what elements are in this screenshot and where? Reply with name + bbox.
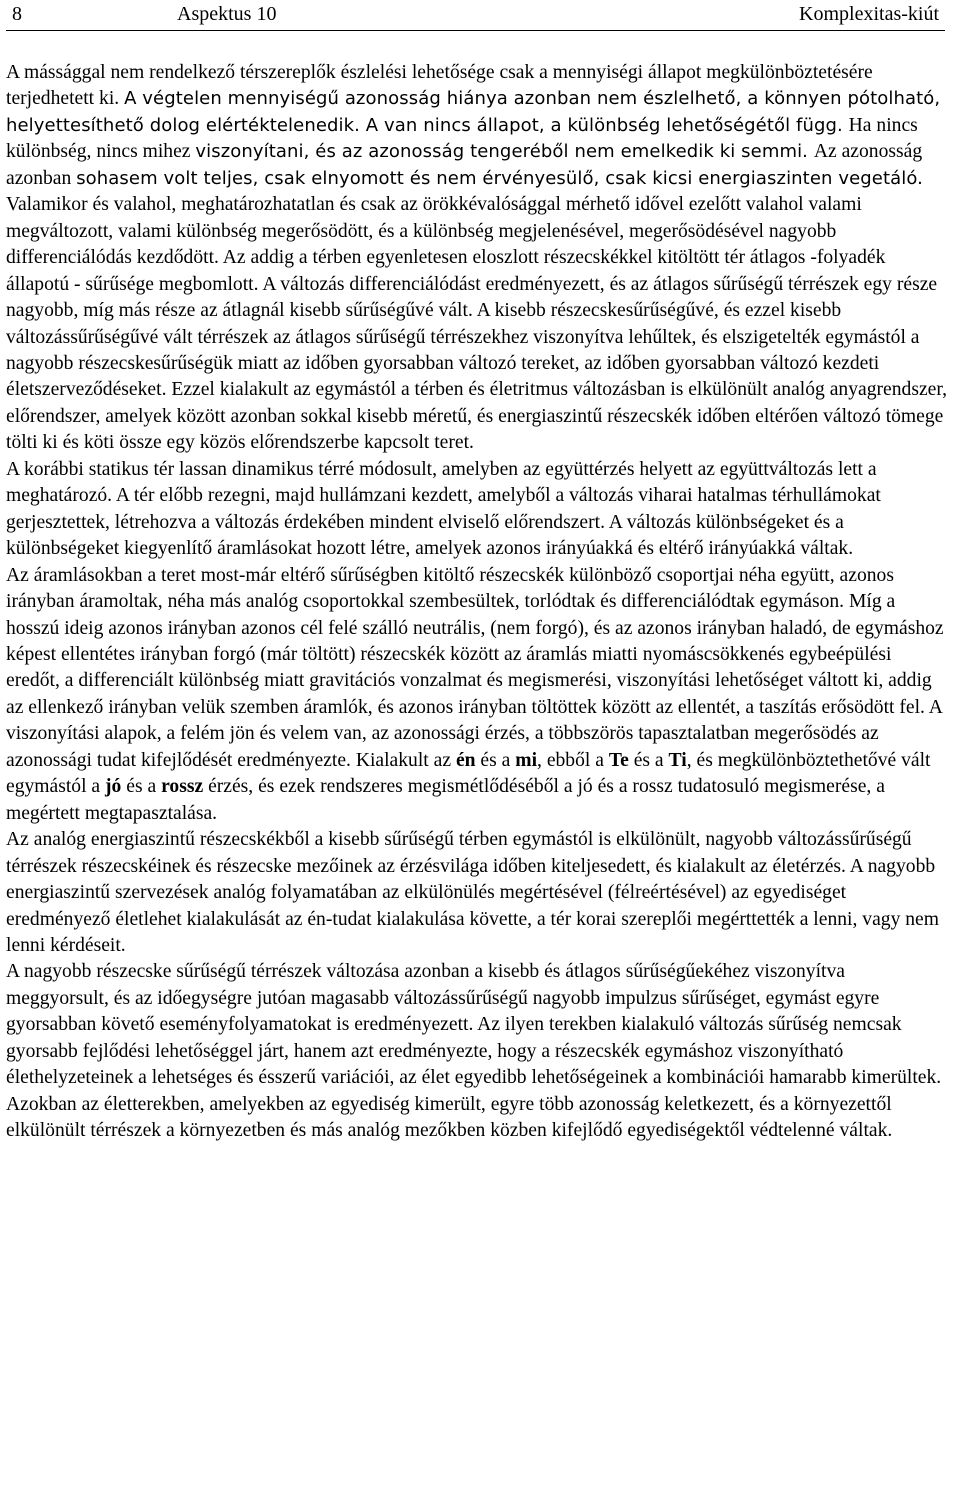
sentence: Az addig a térben egyenletesen eloszlott részecskékkel kitöltött tér átlagos -folyadék állapotú - sűrűsége megbomlott. (6, 247, 886, 295)
bold-word-jo: jó (105, 776, 122, 798)
sentence: Valamikor és valahol, meghatározhatatlan és csak az örökkévalósággal mérhető idővel ezelőtt valahol valami megváltozott, valami különbség megerősödött, és a különbség megjelenésével, megerősödésével nagyobb differenciálódás kezdődött. (6, 194, 862, 269)
bold-word-te: Te (608, 749, 629, 771)
text-run: és a (475, 749, 516, 771)
series-title: Aspektus 10 (177, 3, 277, 25)
paragraph-1 (6, 60, 948, 457)
text-run: és a (121, 776, 162, 798)
sentence: sohasem volt teljes, csak elnyomott és nem érvényesülő, csak kicsi energiaszinten vegetáló. (76, 167, 923, 189)
sentence: A kisebb részecskesűrűségűvé, és ezzel kisebb változássűrűségűvé vált térrészek az átlagos sűrűségű térrészekhez viszonyítva lehűltek, és elszigetelték egymástól a nagyobb részecskesűrűségük miatt az időben gyorsabban változó tereket, az időben gyorsabban változó kezdeti életszerveződéseket. (6, 300, 920, 401)
text-run: Az áramlásokban a teret most-már eltérő sűrűségben kitöltő részecskék különböző csoportjai néha együtt, azonos irányban áramoltak, néha más analóg csoportokkal szembesültek, torlódtak és differenciálódtak egymáson. Míg a hosszú ideig azonos irányban azonos cél felé szálló neutrális, (nem forgó), és az azonos irányban haladó, de egymáshoz képest ellentétes irányban forgó (már töltött) részecskék között az áramlás miatti nyomáscsökkenés egybeépülési eredőt, a differenciált különbség miatt gravitációs vonzalmat és megismerési, viszonyítási lehetőséget váltott ki, addig az ellenkező irányban velük szemben áramlók, és azonos irányban töltöttek között az ellentét, a taszítás erősödött fel. A viszonyítási alapok, a felém jön és velem van, az azonossági érzés, a többszörös tapasztalatban megerősödés az azonossági tudat kifejlődését eredményezte. Kialakult az (6, 564, 944, 771)
text-run: és a (628, 749, 669, 771)
page-number: 8 (12, 3, 22, 25)
body-text (6, 60, 948, 1145)
page-header (6, 0, 954, 32)
paragraph-3 (6, 563, 948, 828)
bold-word-ti: Ti (668, 749, 687, 771)
text-run: , ebből a (537, 749, 609, 771)
paragraph-5: A nagyobb részecske sűrűségű térrészek változása azonban a kisebb és átlagos sűrűségűekéhez viszonyítva meggyorsult, és az időegységre jutóan magasabb változássűrűségű nagyobb impulzus sűrűséget, egymást egyre gyorsabban követő eseményfolyamatokat is eredményezett. Az ilyen terekben kialakuló változás sűrűség nemcsak gyorsabb fejlődési lehetőséggel járt, hanem azt eredményezte, hogy a részecskék egymáshoz viszonyítható élethelyzeteinek a lehetséges és ésszerű variációi, az élet egyedibb lehetőségeinek a kombinációi hamarabb kimerültek. Azokban az életterekben, amelyekben az egyediség kimerült, egyre több azonosság keletkezett, és a környezettől elkülönült térrészek a környezetben és más analóg mezőkben közben kifejlődő egyediségektől védtelenné váltak. (6, 961, 942, 1142)
bold-word-en: én (455, 749, 476, 771)
paragraph-2: A korábbi statikus tér lassan dinamikus térré módosult, amelyben az együttérzés helyett az együttváltozás lett a meghatározó. A tér előbb rezegni, majd hullámzani kezdett, amelyből a változás viharai hatalmas térhullámokat gerjesztettek, létrehozva a változás érdekében mindent elviselő előrendszert. A változás különbségeket és a különbségeket kiegyenlítő áramlásokat hozott létre, amelyek azonos irányúakká és eltérő irányúakká váltak. (6, 458, 881, 560)
sentence: A végtelen mennyiségű azonosság hiánya azonban nem észlelhető, a könnyen pótolható, helyettesíthető dolog elértéktelenedik. A van nincs állapot, a különbség lehetőségétől függ. (6, 88, 941, 136)
sentence: A változás differenciálódást eredményezett, és az átlagos sűrűségű térrészek egy része nagyobb, míg más része az átlagnál kisebb sűrűségűvé vált. (6, 273, 938, 322)
sentence: viszonyítani, és az azonosság tengeréből nem emelkedik ki semmi. (195, 141, 814, 163)
sentence: Ha nincs különbség, nincs mihez (6, 114, 918, 163)
text-run: , és megkülönböztethetővé vált egymástól a (6, 749, 931, 798)
text-run: érzés, és ezek rendszeres megismétlődéséből a jó és a rossz tudatosuló megismerése, a megértett megtapasztalása. (6, 776, 885, 824)
bold-word-rossz: rossz (161, 776, 204, 798)
paragraph-4: Az analóg energiaszintű részecskékből a kisebb sűrűségű térben egymástól is elkülönült, nagyobb változássűrűségű térrészek részecskéinek és részecske mezőinek az érzésvilága időben kiteljesedett, és kialakult az életérzés. A nagyobb energiaszintű szervezések analóg folyamatában az elkülönülés megértésével (félreértésével) az egyediséget eredményező életlehet kialakulását az én-tudat kialakulása követte, a tér korai szereplői megérttették a lenni, vagy nem lenni kérdéseit. (6, 829, 939, 956)
bold-word-mi: mi (515, 749, 538, 771)
book-title: Komplexitas-kiút (799, 3, 939, 25)
sentence: Ezzel kialakult az egymástól a térben és életritmus változásban is elkülönült analóg anyagrendszer, előrendszer, amelyek között azonban sokkal kisebb méretű, és energiaszintű részecskék időben eltérően változó tömege tölti ki és köti össze egy közös előrendszerbe kapcsolt teret. (6, 379, 947, 454)
header-rule (6, 30, 945, 31)
sentence: Az azonosság azonban (6, 141, 923, 189)
sentence: A mássággal nem rendelkező térszereplők észlelési lehetősége csak a mennyiségi állapot megkülönböztetésére terjedhetett ki. (6, 62, 873, 110)
